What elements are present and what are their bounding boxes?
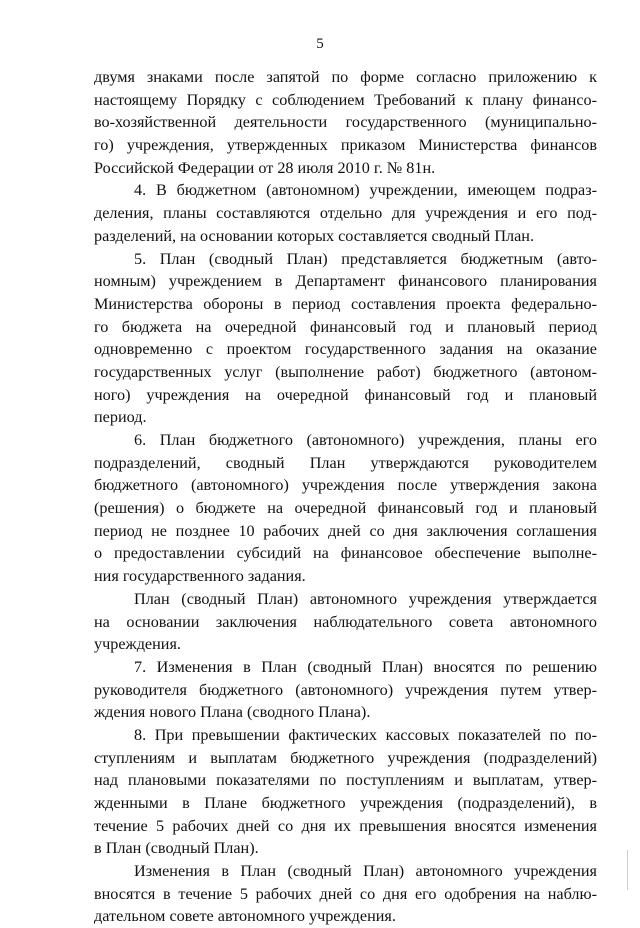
text-line: государственных услуг (выполнение работ) бюджетного (автоном-	[94, 362, 597, 381]
text-line: дательном совете автономного учреждения.	[94, 907, 396, 926]
text-line: План (сводный План) автономного учреждения утверждается	[134, 589, 597, 608]
text-line: Изменения в План (сводный План) автономного учреждения	[134, 862, 597, 881]
text-line: Министерства обороны в период составления проекта федерально-	[94, 294, 597, 313]
text-line: 8. При превышении фактических кассовых показателей по по-	[134, 725, 597, 744]
text-line: Российской Федерации от 28 июля 2010 г. № 81н.	[94, 158, 436, 177]
text-line: над плановыми показателями по поступлениям и выплатам, утвер-	[94, 771, 597, 790]
document-body	[94, 66, 597, 928]
text-line: настоящему Порядку с соблюдением Требований к плану финансо-	[94, 90, 597, 109]
text-line: период.	[94, 408, 147, 427]
text-line: (решения) о бюджете на очередной финансовый год и плановый	[94, 499, 597, 518]
text-line: жденными в Плане бюджетного учреждения (подразделений), в	[94, 794, 597, 812]
text-line: период не позднее 10 рабочих дней со дня заключения соглашения	[94, 521, 597, 540]
text-line: ного) учреждения на очередной финансовый год и плановый	[94, 385, 597, 404]
text-line: 5. План (сводный План) представляется бюджетным (авто-	[134, 249, 597, 268]
text-line: вносятся в течение 5 рабочих дней со дня его одобрения на наблю-	[94, 884, 597, 903]
text-line: деления, планы составляются отдельно для учреждения и его под-	[94, 204, 597, 223]
text-line: учреждения.	[94, 635, 181, 654]
scan-artifact	[627, 850, 628, 890]
text-line: руководителя бюджетного (автономного) учреждения путем утвер-	[94, 680, 597, 699]
text-line: двумя знаками после запятой по форме согласно приложению к	[94, 68, 597, 86]
text-line: на основании заключения наблюдательного совета автономного	[94, 612, 597, 631]
text-line: течение 5 рабочих дней со дня их превышения вносятся изменения	[94, 816, 597, 835]
text-line: го бюджета на очередной финансовый год и плановый период	[94, 317, 597, 336]
text-line: бюджетного (автономного) учреждения после утверждения закона	[94, 476, 597, 495]
text-line: ждения нового Плана (сводного Плана).	[94, 703, 371, 722]
text-line: 7. Изменения в План (сводный План) вносятся по решению	[134, 657, 597, 676]
text-line: одновременно с проектом государственного задания на оказание	[94, 340, 597, 359]
text-line: ния государственного задания.	[94, 567, 306, 586]
text-line: в План (сводный План).	[94, 839, 259, 858]
text-line: 4. В бюджетном (автономном) учреждении, имеющем подраз-	[134, 181, 597, 200]
text-line: номным) учреждением в Департамент финансового планирования	[94, 272, 597, 291]
text-line: ступлениям и выплатам бюджетного учреждения (подразделений)	[94, 748, 597, 767]
text-line: го) учреждения, утвержденных приказом Министерства финансов	[94, 136, 597, 155]
page-number: 5	[316, 36, 324, 52]
text-line: подразделений, сводный План утверждаются руководителем	[94, 453, 597, 472]
text-line: разделений, на основании которых составляется сводный План.	[94, 226, 535, 245]
text-line: о предоставлении субсидий на финансовое обеспечение выполне-	[94, 544, 597, 563]
text-line: 6. План бюджетного (автономного) учреждения, планы его	[134, 431, 597, 449]
text-line: во-хозяйственной деятельности государственного (муниципально-	[94, 113, 597, 132]
